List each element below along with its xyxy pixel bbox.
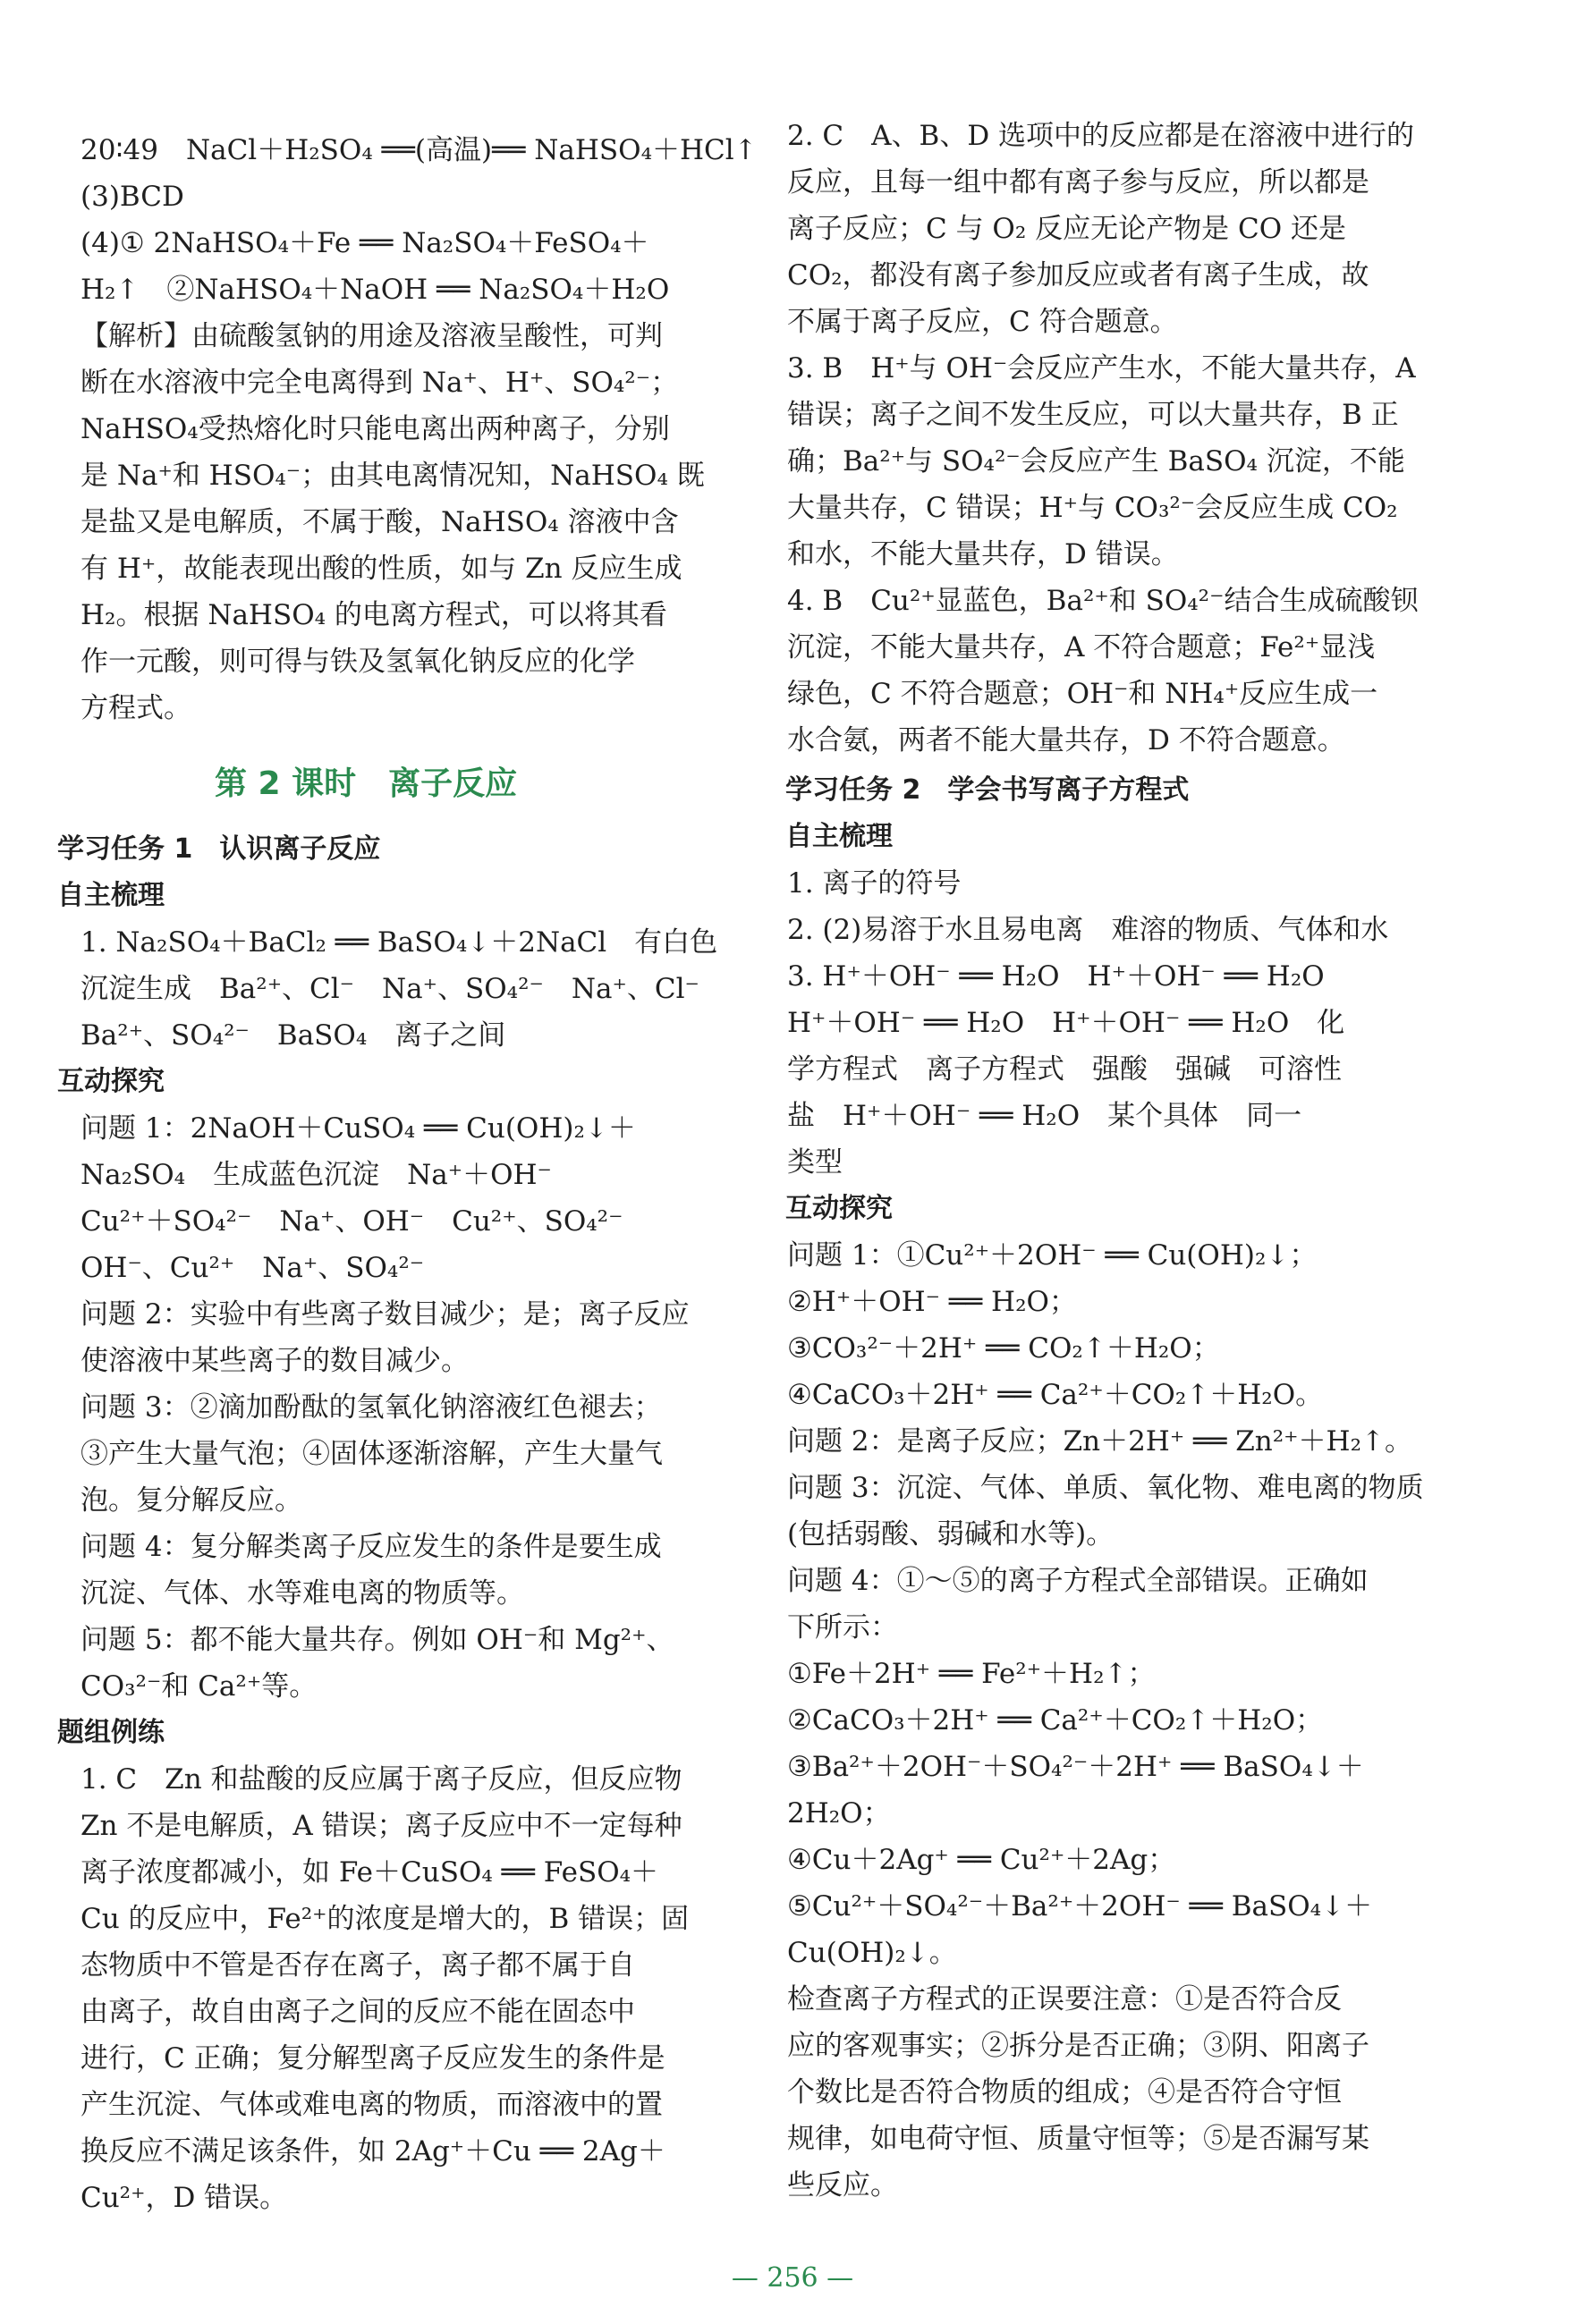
zizhu-line: 2. (2)易溶于水且易电离 难溶的物质、气体和水 [787,914,1389,946]
hudong-line: 沉淀、气体、水等难电离的物质等。 [81,1577,524,1610]
hudong-line: 问题 4：复分解类离子反应发生的条件是要生成 [81,1531,662,1563]
answer-line: 错误；离子之间不发生反应，可以大量共存，B 正 [787,399,1399,431]
hudong-line: (包括弱酸、弱碱和水等)。 [787,1518,1115,1551]
answer-line: 沉淀，不能大量共存，A 不符合题意；Fe²⁺显浅 [787,631,1376,663]
answer-line: 反应，且每一组中都有离子参与反应，所以都是 [787,166,1369,199]
analysis-line: 方程式。 [81,692,191,724]
answer-line: 大量共存，C 错误；H⁺与 CO₃²⁻会反应生成 CO₂ [787,492,1398,524]
hudong-line: ⑤Cu²⁺＋SO₄²⁻＋Ba²⁺＋2OH⁻ ══ BaSO₄↓＋ [787,1890,1373,1923]
hudong-line: Na₂SO₄ 生成蓝色沉淀 Na⁺＋OH⁻ [81,1159,552,1191]
hudong-line: CO₃²⁻和 Ca²⁺等。 [81,1670,318,1703]
analysis-line: 断在水溶液中完全电离得到 Na⁺、H⁺、SO₄²⁻； [81,367,679,399]
zizhu-line: 1. Na₂SO₄＋BaCl₂ ══ BaSO₄↓＋2NaCl 有白色 [81,926,718,959]
hudong-line: 问题 5：都不能大量共存。例如 OH⁻和 Mg²⁺、 [81,1624,674,1656]
analysis-line: 【解析】由硫酸氢钠的用途及溶液呈酸性，可判 [81,320,663,352]
hudong-line: 问题 2：是离子反应；Zn＋2H⁺ ══ Zn²⁺＋H₂↑。 [787,1425,1412,1458]
tizu-line: 1. C Zn 和盐酸的反应属于离子反应，但反应物 [81,1763,682,1796]
answer-line: 水合氨，两者不能大量共存，D 不符合题意。 [787,724,1345,756]
zizhu-line: 类型 [787,1146,843,1179]
hudong-line: 问题 1：①Cu²⁺＋2OH⁻ ══ Cu(OH)₂↓； [787,1239,1318,1272]
hudong-line: Cu(OH)₂↓。 [787,1937,957,1969]
zizhu-line: 1. 离子的符号 [787,867,962,900]
zizhu-line: 3. H⁺＋OH⁻ ══ H₂O H⁺＋OH⁻ ══ H₂O [787,960,1325,993]
task-title: 学习任务 1 认识离子反应 [57,833,381,865]
answer-line: (4)① 2NaHSO₄＋Fe ══ Na₂SO₄＋FeSO₄＋ [81,227,649,259]
analysis-line: 作一元酸，则可得与铁及氢氧化钠反应的化学 [81,646,635,678]
hudong-line: 泡。复分解反应。 [81,1484,302,1517]
zizhu-line: H⁺＋OH⁻ ══ H₂O H⁺＋OH⁻ ══ H₂O 化 [787,1007,1345,1039]
hudong-line: 问题 4：①～⑤的离子方程式全部错误。正确如 [787,1565,1369,1597]
task-title: 学习任务 2 学会书写离子方程式 [785,774,1190,806]
zizhu-line: Ba²⁺、SO₄²⁻ BaSO₄ 离子之间 [81,1019,506,1052]
hudong-line: 规律，如电荷守恒、质量守恒等；⑤是否漏写某 [787,2123,1369,2155]
answer-line: 20∶49 NaCl＋H₂SO₄ ══(高温)══ NaHSO₄＋HCl↑ [81,134,758,166]
tizu-line: Cu 的反应中，Fe²⁺的浓度是增大的，B 错误；固 [81,1903,690,1935]
hudong-line: 使溶液中某些离子的数目减少。 [81,1345,469,1377]
zizhu-line: 沉淀生成 Ba²⁺、Cl⁻ Na⁺、SO₄²⁻ Na⁺、Cl⁻ [81,973,699,1005]
answer-line: 和水，不能大量共存，D 错误。 [787,538,1179,570]
tizu-line: 态物质中不管是否存在离子，离子都不属于自 [81,1949,635,1982]
analysis-line: 有 H⁺，故能表现出酸的性质，如与 Zn 反应生成 [81,553,682,585]
tizu-line: 进行，C 正确；复分解型离子反应发生的条件是 [81,2042,665,2075]
tizu-line: 离子浓度都减小，如 Fe＋CuSO₄ ══ FeSO₄＋ [81,1856,659,1889]
hudong-line: Cu²⁺＋SO₄²⁻ Na⁺、OH⁻ Cu²⁺、SO₄²⁻ [81,1205,623,1238]
answer-line: 绿色，C 不符合题意；OH⁻和 NH₄⁺反应生成一 [787,678,1378,710]
answer-line: H₂↑ ②NaHSO₄＋NaOH ══ Na₂SO₄＋H₂O [81,274,670,306]
hudong-line: ④Cu＋2Ag⁺ ══ Cu²⁺＋2Ag； [787,1844,1176,1876]
hudong-line: ②CaCO₃＋2H⁺ ══ Ca²⁺＋CO₂↑＋H₂O； [787,1704,1324,1737]
hudong-line: 2H₂O； [787,1797,891,1830]
section-title: 互动探究 [785,1193,893,1224]
hudong-line: OH⁻、Cu²⁺ Na⁺、SO₄²⁻ [81,1252,425,1284]
hudong-line: ③产生大量气泡；④固体逐渐溶解，产生大量气 [81,1438,663,1470]
hudong-line: ③CO₃²⁻＋2H⁺ ══ CO₂↑＋H₂O； [787,1332,1220,1365]
answer-line: 离子反应；C 与 O₂ 反应无论产物是 CO 还是 [787,213,1346,245]
tizu-line: Zn 不是电解质，A 错误；离子反应中不一定每种 [81,1810,682,1842]
answer-line: 3. B H⁺与 OH⁻会反应产生水，不能大量共存，A [787,352,1416,385]
lesson-title: 第 2 课时 离子反应 [215,765,518,802]
analysis-line: 是 Na⁺和 HSO₄⁻；由其电离情况知，NaHSO₄ 既 [81,460,705,492]
section-title: 互动探究 [57,1066,165,1097]
zizhu-line: 盐 H⁺＋OH⁻ ══ H₂O 某个具体 同一 [787,1100,1302,1132]
section-title: 自主梳理 [57,880,165,911]
hudong-line: 个数比是否符合物质的组成；④是否符合守恒 [787,2076,1342,2109]
answer-line: 不属于离子反应，C 符合题意。 [787,306,1178,338]
hudong-line: 检查离子方程式的正误要注意：①是否符合反 [787,1983,1342,2016]
zizhu-line: 学方程式 离子方程式 强酸 强碱 可溶性 [787,1053,1342,1086]
answer-line: CO₂，都没有离子参加反应或者有离子生成，故 [787,259,1369,292]
hudong-line: ③Ba²⁺＋2OH⁻＋SO₄²⁻＋2H⁺ ══ BaSO₄↓＋ [787,1751,1364,1783]
analysis-line: NaHSO₄受热熔化时只能电离出两种离子，分别 [81,413,670,445]
hudong-line: 应的客观事实；②拆分是否正确；③阴、阳离子 [787,2030,1369,2062]
tizu-line: 换反应不满足该条件，如 2Ag⁺＋Cu ══ 2Ag＋ [81,2135,665,2168]
hudong-line: 些反应。 [787,2169,898,2201]
tizu-line: Cu²⁺，D 错误。 [81,2182,288,2214]
section-title: 题组例练 [57,1717,165,1748]
tizu-line: 由离子，故自由离子之间的反应不能在固态中 [81,1996,635,2028]
hudong-line: 问题 2：实验中有些离子数目减少；是；离子反应 [81,1298,690,1331]
page-number: — 256 — [731,2262,854,2294]
answer-line: 2. C A、B、D 选项中的反应都是在溶液中进行的 [787,120,1415,152]
answer-line: 4. B Cu²⁺显蓝色，Ba²⁺和 SO₄²⁻结合生成硫酸钡 [787,585,1419,617]
hudong-line: ①Fe＋2H⁺ ══ Fe²⁺＋H₂↑； [787,1658,1156,1690]
hudong-line: ④CaCO₃＋2H⁺ ══ Ca²⁺＋CO₂↑＋H₂O。 [787,1379,1324,1411]
tizu-line: 产生沉淀、气体或难电离的物质，而溶液中的置 [81,2089,663,2121]
analysis-line: H₂。根据 NaHSO₄ 的电离方程式，可以将其看 [81,599,667,631]
answer-line: 确；Ba²⁺与 SO₄²⁻会反应产生 BaSO₄ 沉淀，不能 [787,445,1405,477]
hudong-line: 问题 3：沉淀、气体、单质、氧化物、难电离的物质 [787,1472,1424,1504]
hudong-line: 问题 1：2NaOH＋CuSO₄ ══ Cu(OH)₂↓＋ [81,1112,636,1145]
hudong-line: ②H⁺＋OH⁻ ══ H₂O； [787,1286,1077,1318]
section-title: 自主梳理 [785,821,893,852]
analysis-line: 是盐又是电解质，不属于酸，NaHSO₄ 溶液中含 [81,506,679,538]
answer-line: (3)BCD [81,181,184,213]
hudong-line: 问题 3：②滴加酚酞的氢氧化钠溶液红色褪去； [81,1391,662,1424]
hudong-line: 下所示： [787,1611,898,1644]
